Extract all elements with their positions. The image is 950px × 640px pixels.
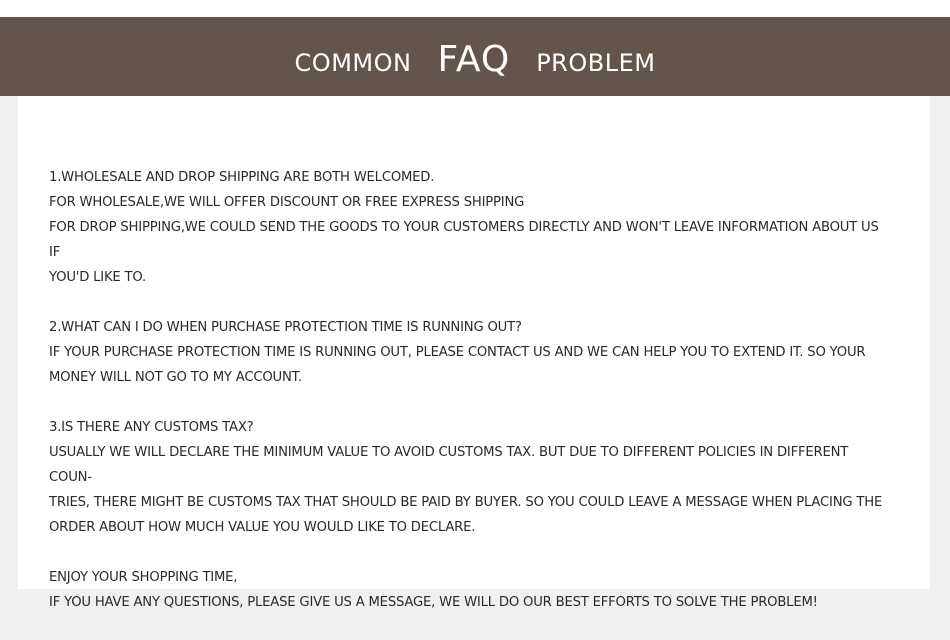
faq-question: 2.WHAT CAN I DO WHEN PURCHASE PROTECTION TIME IS RUNNING OUT? xyxy=(49,320,522,335)
faq-answer-line: MONEY WILL NOT GO TO MY ACCOUNT. xyxy=(49,370,302,385)
banner-title xyxy=(295,39,656,80)
faq-question: 3.IS THERE ANY CUSTOMS TAX? xyxy=(49,420,254,435)
banner-word-common: COMMON xyxy=(294,49,412,77)
top-strip xyxy=(0,0,950,17)
closing-line: IF YOU HAVE ANY QUESTIONS, PLEASE GIVE US A MESSAGE, WE WILL DO OUR BEST EFFORTS TO SOLVE THE PROBLEM! xyxy=(49,595,818,610)
faq-closing xyxy=(49,565,884,615)
faq-question: 1.WHOLESALE AND DROP SHIPPING ARE BOTH WELCOMED. xyxy=(49,170,435,185)
faq-answer-line: ORDER ABOUT HOW MUCH VALUE YOU WOULD LIKE TO DECLARE. xyxy=(49,520,476,535)
faq-item-1 xyxy=(49,165,884,290)
faq-answer-line: FOR DROP SHIPPING,WE COULD SEND THE GOODS TO YOUR CUSTOMERS DIRECTLY AND WON'T LEAVE INFORMATION ABOUT US IF xyxy=(49,220,883,260)
closing-line: ENJOY YOUR SHOPPING TIME, xyxy=(49,570,238,585)
banner-word-faq: FAQ xyxy=(437,39,511,80)
banner-word-problem: PROBLEM xyxy=(536,49,656,77)
faq-answer-line: YOU'D LIKE TO. xyxy=(49,270,147,285)
faq-item-3 xyxy=(49,415,884,540)
faq-answer-line: TRIES, THERE MIGHT BE CUSTOMS TAX THAT SHOULD BE PAID BY BUYER. SO YOU COULD LEAVE A MESSAGE WHEN PLACING THE xyxy=(49,495,883,510)
faq-body xyxy=(49,165,884,640)
faq-banner xyxy=(0,17,950,96)
faq-answer-line: IF YOUR PURCHASE PROTECTION TIME IS RUNNING OUT, PLEASE CONTACT US AND WE CAN HELP YOU TO EXTEND IT. SO YOUR xyxy=(49,345,866,360)
faq-item-2 xyxy=(49,315,884,390)
faq-answer-line: FOR WHOLESALE,WE WILL OFFER DISCOUNT OR FREE EXPRESS SHIPPING xyxy=(49,195,525,210)
faq-answer-line: USUALLY WE WILL DECLARE THE MINIMUM VALUE TO AVOID CUSTOMS TAX. BUT DUE TO DIFFERENT POLICIES IN DIFFERENT COUN- xyxy=(49,445,853,485)
